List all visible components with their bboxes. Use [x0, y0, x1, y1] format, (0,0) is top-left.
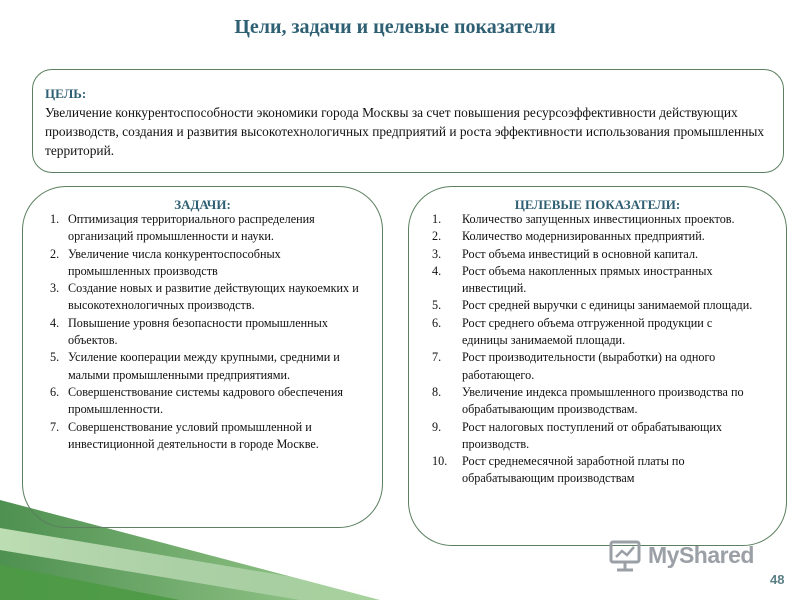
- list-item: [430, 211, 760, 228]
- item-number: 1.: [432, 212, 442, 226]
- item-number: 2.: [432, 229, 442, 244]
- presentation-board-icon: [608, 538, 642, 577]
- list-item: [46, 211, 366, 246]
- myshared-watermark: [608, 538, 768, 574]
- tasks-heading: ЗАДАЧИ:: [174, 197, 231, 212]
- item-text: Совершенствование условий промышленной и инвестиционной деятельности в городе Москве.: [68, 419, 319, 451]
- list-item: [46, 419, 366, 454]
- item-number: 7.: [432, 350, 442, 365]
- item-text: Увеличение индекса промышленного производства по обрабатывающим производствам.: [462, 384, 744, 417]
- item-text: Количество модернизированных предприятий.: [462, 229, 705, 244]
- item-number: 1.: [50, 212, 60, 226]
- goal-text: Увеличение конкурентоспособности экономики города Москвы за счет повышения ресурсоэффективности действующих производств, создания и развития высокотехнологичных предприятий и роста эффективности использования промышленных территорий.: [45, 105, 765, 158]
- watermark-text: MyShared: [648, 542, 754, 568]
- item-text: Рост объема накопленных прямых иностранных инвестиций.: [462, 263, 713, 296]
- item-text: Совершенствование системы кадрового обеспечения промышленности.: [68, 384, 343, 417]
- goal-heading: ЦЕЛЬ:: [45, 86, 87, 101]
- item-number: 3.: [432, 246, 442, 261]
- item-number: 5.: [50, 350, 60, 365]
- item-text: Увеличение числа конкурентоспособных промышленных производств: [68, 246, 281, 278]
- list-item: [430, 384, 760, 419]
- item-number: 9.: [432, 419, 442, 434]
- list-item: [430, 263, 760, 298]
- item-text: Рост среднего объема отгруженной продукции с единицы занимаемой площади.: [462, 315, 713, 348]
- list-item: [430, 315, 760, 350]
- item-text: Рост производительности (выработки) на одного работающего.: [462, 350, 716, 382]
- page-number: 48: [770, 572, 785, 587]
- item-number: 4.: [432, 263, 442, 278]
- item-text: Создание новых и развитие действующих наукоемких и высокотехнологичных производств.: [68, 281, 359, 313]
- indicators-list: [430, 211, 760, 488]
- item-number: 5.: [432, 298, 442, 313]
- goal-box: [32, 69, 784, 173]
- item-number: 4.: [50, 315, 60, 330]
- item-number: 8.: [432, 384, 442, 399]
- item-text: Количество запущенных инвестиционных проектов.: [462, 212, 735, 226]
- list-item: [430, 453, 760, 488]
- item-text: Повышение уровня безопасности промышленных объектов.: [68, 315, 328, 348]
- list-item: [46, 315, 366, 350]
- list-item: [46, 384, 366, 419]
- item-number: 7.: [50, 419, 60, 434]
- item-number: 2.: [50, 246, 60, 261]
- item-number: 6.: [50, 384, 60, 399]
- item-text: Рост объема инвестиций в основной капитал.: [462, 246, 699, 261]
- item-text: Рост налоговых поступлений от обрабатывающих производств.: [462, 419, 722, 451]
- item-number: 6.: [432, 315, 442, 330]
- item-text: Рост средней выручки с единицы занимаемой площади.: [462, 298, 753, 313]
- item-number: 3.: [50, 281, 60, 296]
- list-item: [46, 246, 366, 281]
- page-title: Цели, задачи и целевые показатели: [234, 16, 556, 38]
- list-item: [46, 280, 366, 315]
- list-item: [430, 349, 760, 384]
- list-item: [46, 349, 366, 384]
- item-number: 10.: [432, 454, 448, 469]
- list-item: [430, 297, 760, 314]
- list-item: [430, 228, 760, 245]
- item-text: Рост среднемесячной заработной платы по обрабатывающим производствам: [462, 454, 685, 486]
- item-text: Усиление кооперации между крупными, средними и малыми промышленными предприятиями.: [68, 350, 340, 382]
- list-item: [430, 246, 760, 263]
- item-text: Оптимизация территориального распределения организаций промышленности и науки.: [68, 212, 315, 244]
- tasks-list: [46, 211, 366, 453]
- indicators-heading: ЦЕЛЕВЫЕ ПОКАЗАТЕЛИ:: [514, 197, 681, 212]
- list-item: [430, 419, 760, 454]
